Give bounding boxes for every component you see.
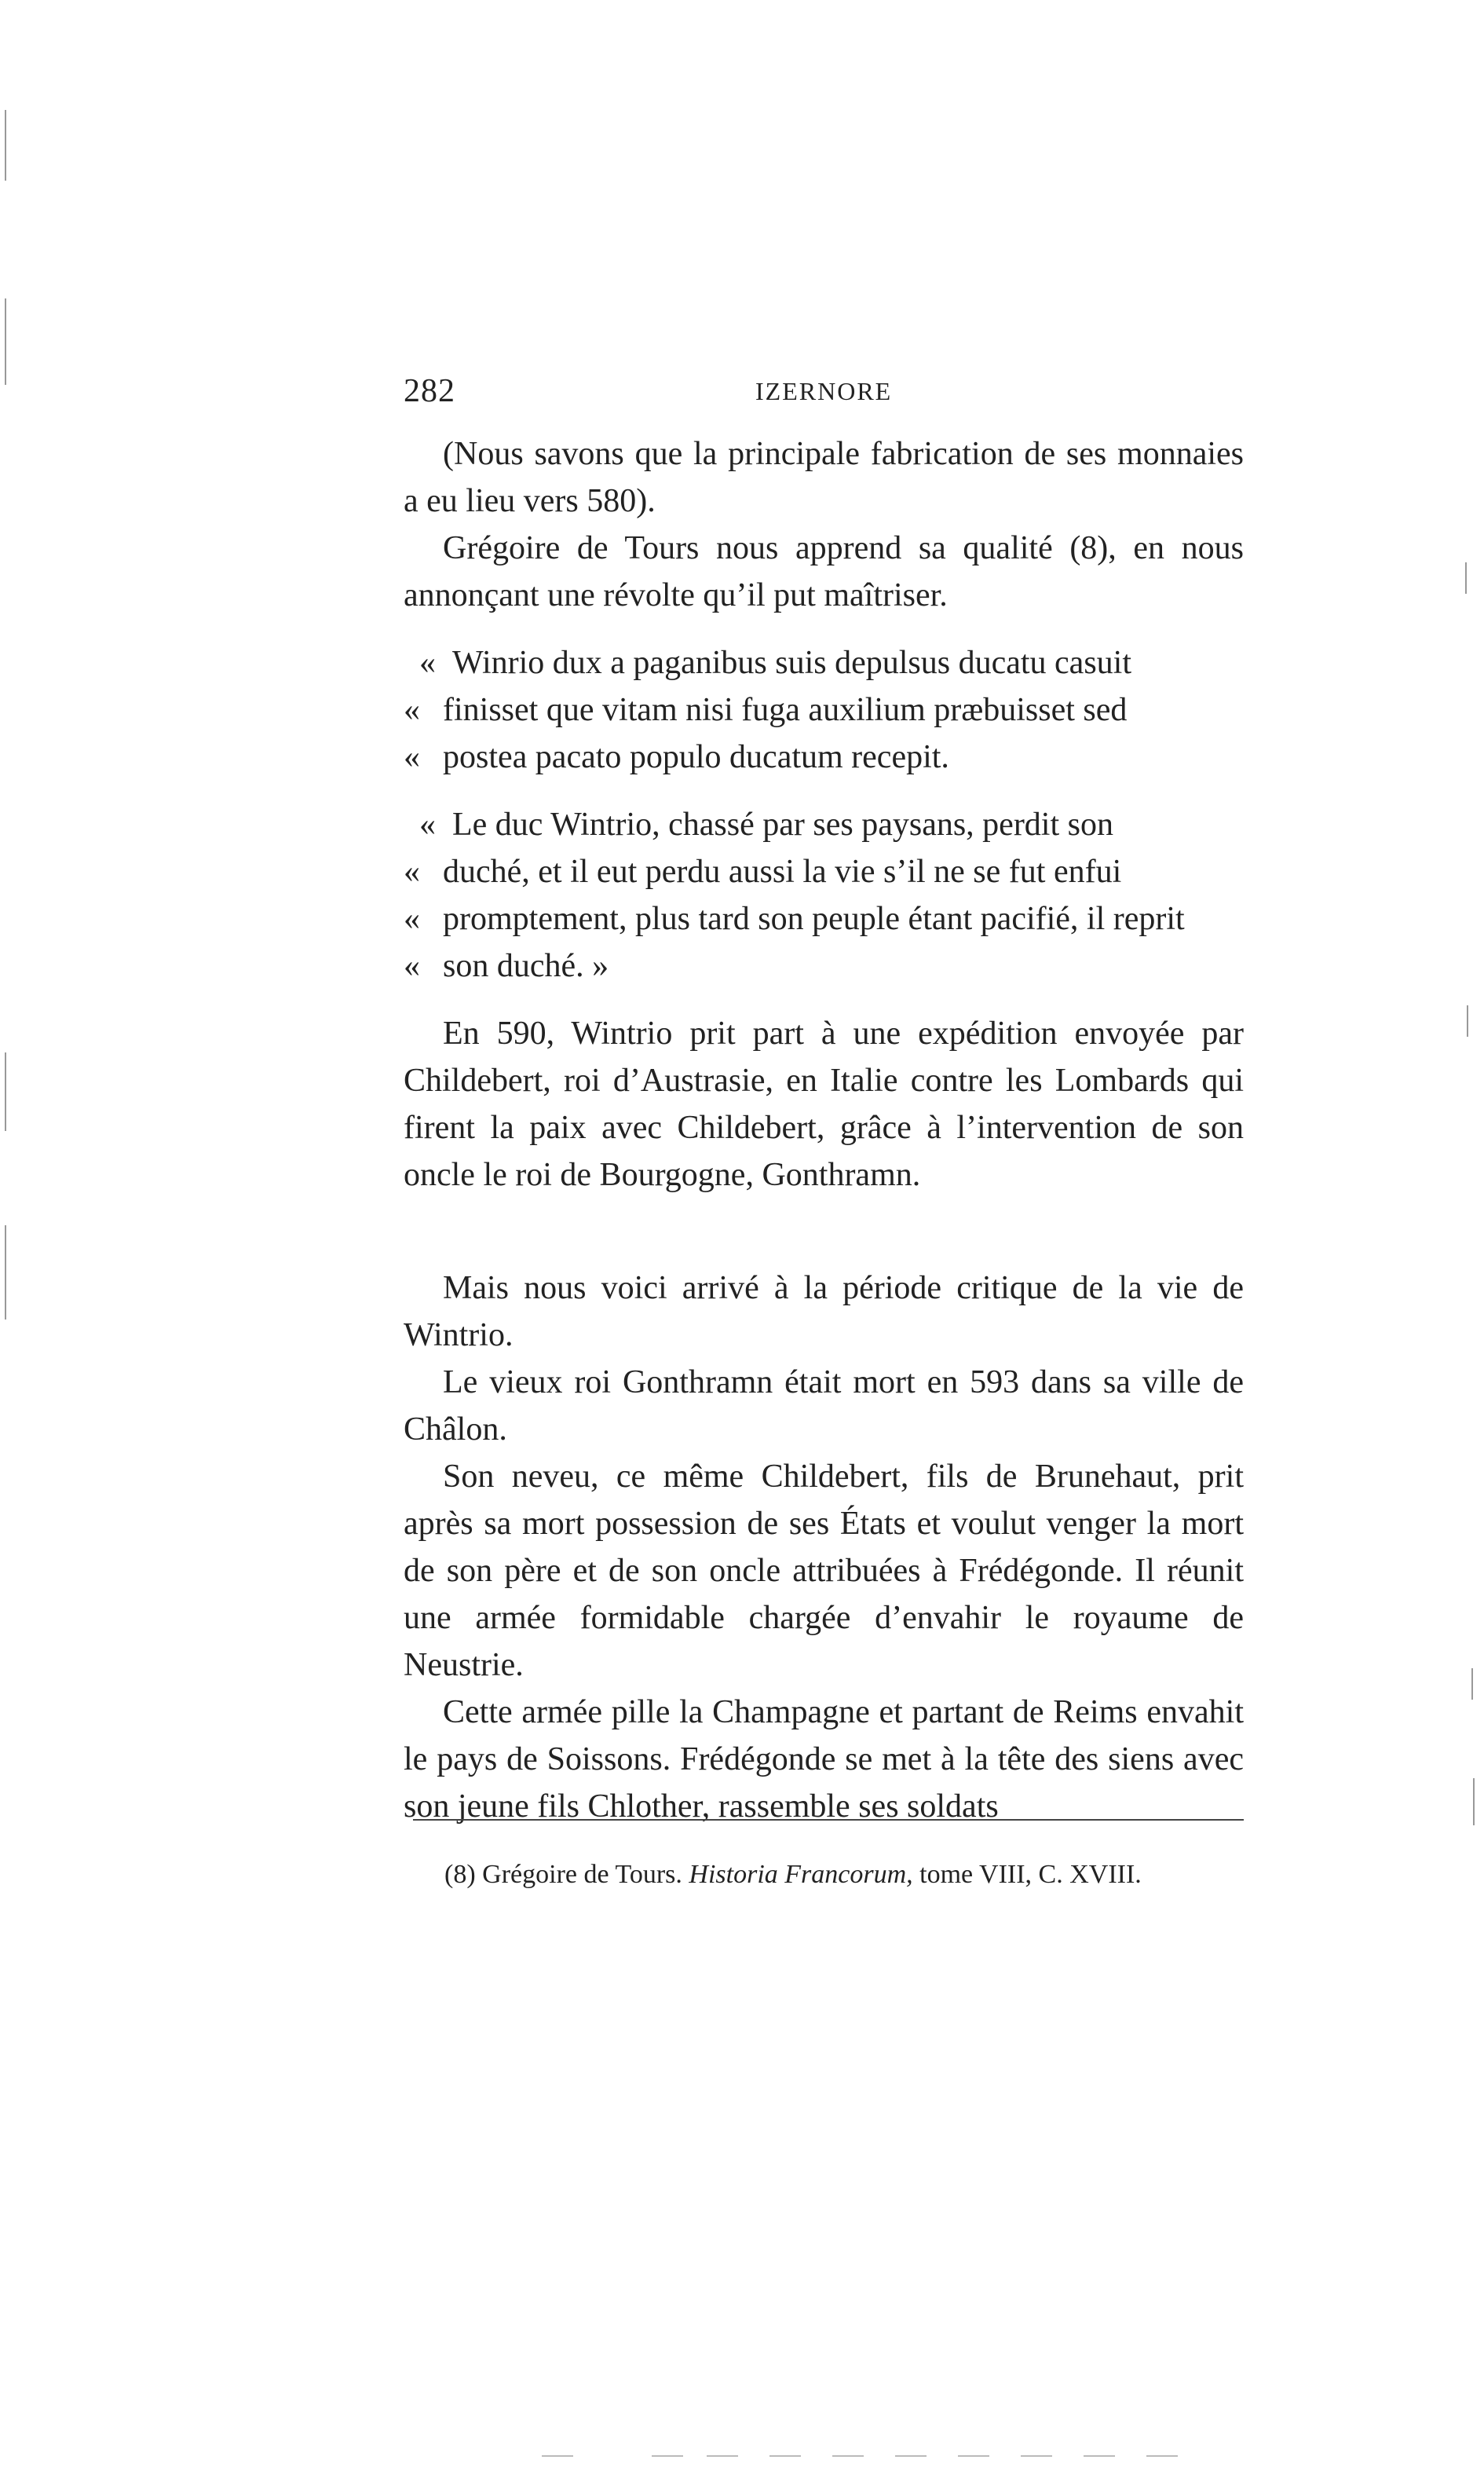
footnote-author: Grégoire de Tours. [482, 1860, 682, 1889]
scan-mark [5, 298, 6, 385]
page-header [404, 372, 1244, 412]
paragraph-590: En 590, Wintrio prit part à une expédition envoyée par Childebert, roi d’Austrasie, en Italie contre les Lombards qui firent la paix avec Childebert, grâce à l’intervention de son oncle le roi de Bourgogne, Gonthramn. [404, 1016, 1244, 1193]
quote-line: « promptement, plus tard son peuple étant pacifié, il reprit [404, 901, 1185, 937]
scan-mark [895, 2455, 927, 2457]
quote-line: « Le duc Wintrio, chassé par ses paysans, perdit son [419, 807, 1113, 843]
scan-mark [1467, 1005, 1468, 1037]
scan-mark [958, 2455, 989, 2457]
scan-mark [1084, 2455, 1115, 2457]
scan-mark [5, 1225, 6, 1320]
quote-line: « Winrio dux a paganibus suis depulsus ducatu casuit [419, 645, 1131, 681]
scan-mark [707, 2455, 738, 2457]
scan-mark [1473, 1778, 1475, 1825]
paragraph-gregoire: Grégoire de Tours nous apprend sa qualité (8), en nous annonçant une révolte qu’il put maîtriser. [404, 530, 1244, 613]
paragraph-neveu: Son neveu, ce même Childebert, fils de Brunehaut, prit après sa mort possession de ses États et voulut venger la mort de son père et de son oncle attribuées à Frédégonde. Il réunit une armée formidable chargée d’envahir le royaume de Neustrie. [404, 1459, 1244, 1683]
footnote-number: (8) [444, 1860, 476, 1889]
running-title: IZERNORE [755, 377, 893, 405]
quote-line: « son duché. » [404, 948, 609, 984]
paragraph-periode: Mais nous voici arrivé à la période critique de la vie de Wintrio. [404, 1270, 1244, 1353]
body-text [404, 430, 1244, 1830]
footnote-ref: tome VIII, C. XVIII. [919, 1860, 1142, 1889]
quote-line: « duché, et il eut perdu aussi la vie s’il ne se fut enfui [404, 854, 1122, 890]
footnote-title: Historia Francorum, [689, 1860, 913, 1889]
scan-mark [1146, 2455, 1178, 2457]
scan-mark [769, 2455, 801, 2457]
footnote [444, 1860, 1142, 1890]
quote-line: « postea pacato populo ducatum recepit. [404, 739, 949, 775]
footnote-divider [413, 1819, 1244, 1821]
paragraph-armee: Cette armée pille la Champagne et partant de Reims envahit le pays de Soissons. Frédégonde se met à la tête des siens avec son jeune fils Chlother, rassemble ses soldats [404, 1694, 1244, 1825]
scan-mark [832, 2455, 864, 2457]
quote-latin [404, 639, 1244, 781]
quote-french [404, 801, 1244, 990]
scan-mark [652, 2455, 683, 2457]
scan-mark [1021, 2455, 1052, 2457]
scan-mark [1471, 1668, 1473, 1700]
scan-mark [5, 1052, 6, 1131]
quote-line: « finisset que vitam nisi fuga auxilium præbuisset sed [404, 692, 1128, 728]
scan-mark [542, 2455, 573, 2457]
paragraph-continue: (Nous savons que la principale fabrication de ses monnaies a eu lieu vers 580). [404, 436, 1244, 519]
scan-mark [1465, 562, 1467, 594]
paragraph-gonthramn: Le vieux roi Gonthramn était mort en 593 dans sa ville de Châlon. [404, 1364, 1244, 1448]
page-number: 282 [404, 373, 455, 409]
scan-mark [5, 110, 6, 181]
